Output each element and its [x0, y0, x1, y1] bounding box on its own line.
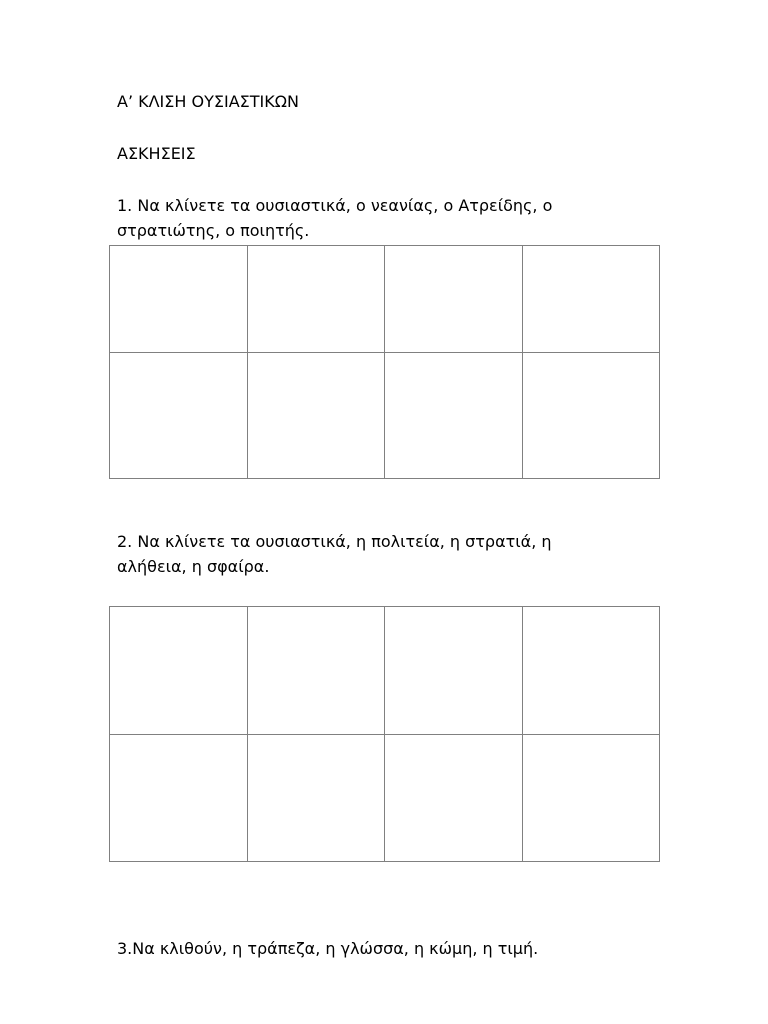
- answer-cell[interactable]: [385, 607, 523, 735]
- answer-cell[interactable]: [522, 246, 660, 353]
- answer-cell[interactable]: [247, 607, 385, 735]
- answer-cell[interactable]: [247, 246, 385, 353]
- exercise-2-answer-table: [109, 606, 660, 862]
- answer-cell[interactable]: [385, 246, 523, 353]
- answer-cell[interactable]: [385, 735, 523, 862]
- exercise-1-answer-table: [109, 245, 660, 479]
- document-title: Α’ ΚΛΙΣΗ ΟΥΣΙΑΣΤΙΚΩΝ: [117, 92, 299, 111]
- answer-cell[interactable]: [385, 353, 523, 479]
- table-row: [110, 607, 660, 735]
- document-subtitle: ΑΣΚΗΣΕΙΣ: [117, 144, 196, 163]
- answer-cell[interactable]: [522, 607, 660, 735]
- answer-cell[interactable]: [110, 735, 248, 862]
- answer-cell[interactable]: [247, 735, 385, 862]
- answer-cell[interactable]: [110, 246, 248, 353]
- table-row: [110, 353, 660, 479]
- exercise-1-line-2: στρατιώτης, ο ποιητής.: [117, 221, 310, 240]
- exercise-2-line-1: 2. Να κλίνετε τα ουσιαστικά, η πολιτεία, η στρατιά, η: [117, 532, 552, 551]
- table-row: [110, 735, 660, 862]
- table-row: [110, 246, 660, 353]
- exercise-1-line-1: 1. Να κλίνετε τα ουσιαστικά, ο νεανίας, ο Ατρείδης, ο: [117, 196, 553, 215]
- exercise-3-line-1: 3.Να κλιθούν, η τράπεζα, η γλώσσα, η κώμη, η τιμή.: [117, 939, 539, 958]
- exercise-2-line-2: αλήθεια, η σφαίρα.: [117, 557, 270, 576]
- answer-cell[interactable]: [110, 353, 248, 479]
- answer-cell[interactable]: [247, 353, 385, 479]
- answer-cell[interactable]: [522, 353, 660, 479]
- answer-cell[interactable]: [110, 607, 248, 735]
- answer-cell[interactable]: [522, 735, 660, 862]
